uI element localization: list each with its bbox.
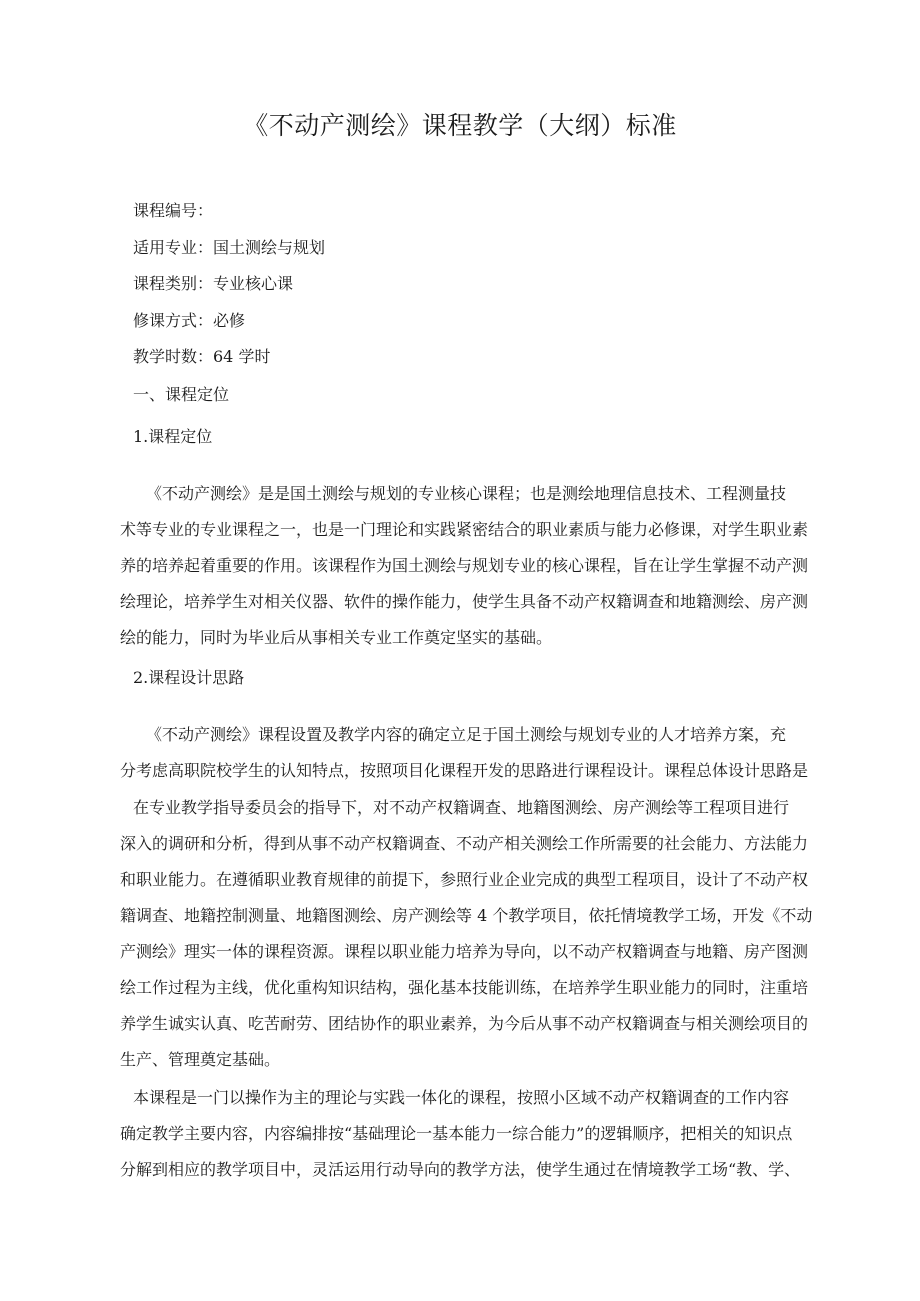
paragraph-line: 分考虑高职院校学生的认知特点，按照项目化课程开发的思路进行课程设计。课程总体设计思路是	[120, 761, 809, 780]
paragraph-line: 绘的能力，同时为毕业后从事相关专业工作奠定坚实的基础。	[120, 628, 553, 647]
paragraph-line: 养的培养起着重要的作用。该课程作为国土测绘与规划专业的核心课程，旨在让学生掌握不动产测	[120, 556, 809, 575]
course-mode: 修课方式：必修	[133, 310, 246, 330]
paragraph-line: 绘理论，培养学生对相关仪器、软件的操作能力，使学生具备不动产权籍调查和地籍测绘、房产测	[120, 592, 809, 611]
section-heading-positioning: 一、课程定位	[133, 385, 230, 404]
subsection-heading-positioning: 1.课程定位	[133, 427, 213, 446]
course-meta	[133, 193, 833, 376]
teaching-hours: 教学时数：64 学时	[133, 347, 271, 366]
subsection-heading-design: 2.课程设计思路	[133, 668, 245, 687]
paragraph-line: 术等专业的专业课程之一，也是一门理论和实践紧密结合的职业素质与能力必修课，对学生职业素	[120, 520, 809, 539]
paragraph-line: 籍调查、地籍控制测量、地籍图测绘、房产测绘等 4 个教学项目，依托情境教学工场，开发《不动	[120, 906, 813, 925]
paragraph-line: 分解到相应的教学项目中，灵活运用行动导向的教学方法，使学生通过在情境教学工场“教、学、	[120, 1160, 801, 1179]
paragraph-line: 《不动产测绘》课程设置及教学内容的确定立足于国土测绘与规划专业的人才培养方案，充	[146, 725, 787, 744]
paragraph-line: 确定教学主要内容，内容编排按“基础理论一基本能力一综合能力”的逻辑顺序，把相关的知识点	[120, 1124, 793, 1143]
course-category: 课程类别：专业核心课	[133, 274, 294, 293]
document-title: 《不动产测绘》课程教学（大纲）标准	[243, 111, 677, 140]
paragraph-line: 生产、管理奠定基础。	[120, 1050, 281, 1069]
paragraph-line: 本课程是一门以操作为主的理论与实践一体化的课程，按照小区域不动产权籍调查的工作内容	[133, 1088, 790, 1107]
applicable-major: 适用专业：国土测绘与规划	[133, 237, 326, 257]
paragraph-line: 深入的调研和分析，得到从事不动产权籍调查、不动产相关测绘工作所需要的社会能力、方法能力	[120, 834, 809, 853]
paragraph-line: 在专业教学指导委员会的指导下，对不动产权籍调查、地籍图测绘、房产测绘等工程项目进行	[133, 798, 790, 817]
paragraph-line: 《不动产测绘》是是国土测绘与规划的专业核心课程；也是测绘地理信息技术、工程测量技	[146, 484, 787, 503]
paragraph-line: 和职业能力。在遵循职业教育规律的前提下，参照行业企业完成的典型工程项目，设计了不动产权	[120, 870, 809, 889]
course-code: 课程编号：	[133, 201, 214, 220]
paragraph-line: 养学生诚实认真、吃苦耐劳、团结协作的职业素养，为今后从事不动产权籍调查与相关测绘项目的	[120, 1014, 809, 1033]
paragraph-line: 绘工作过程为主线，优化重构知识结构，强化基本技能训练，在培养学生职业能力的同时，注重培	[120, 978, 809, 997]
paragraph-line: 产测绘》理实一体的课程资源。课程以职业能力培养为导向，以不动产权籍调查与地籍、房产图测	[120, 942, 809, 961]
